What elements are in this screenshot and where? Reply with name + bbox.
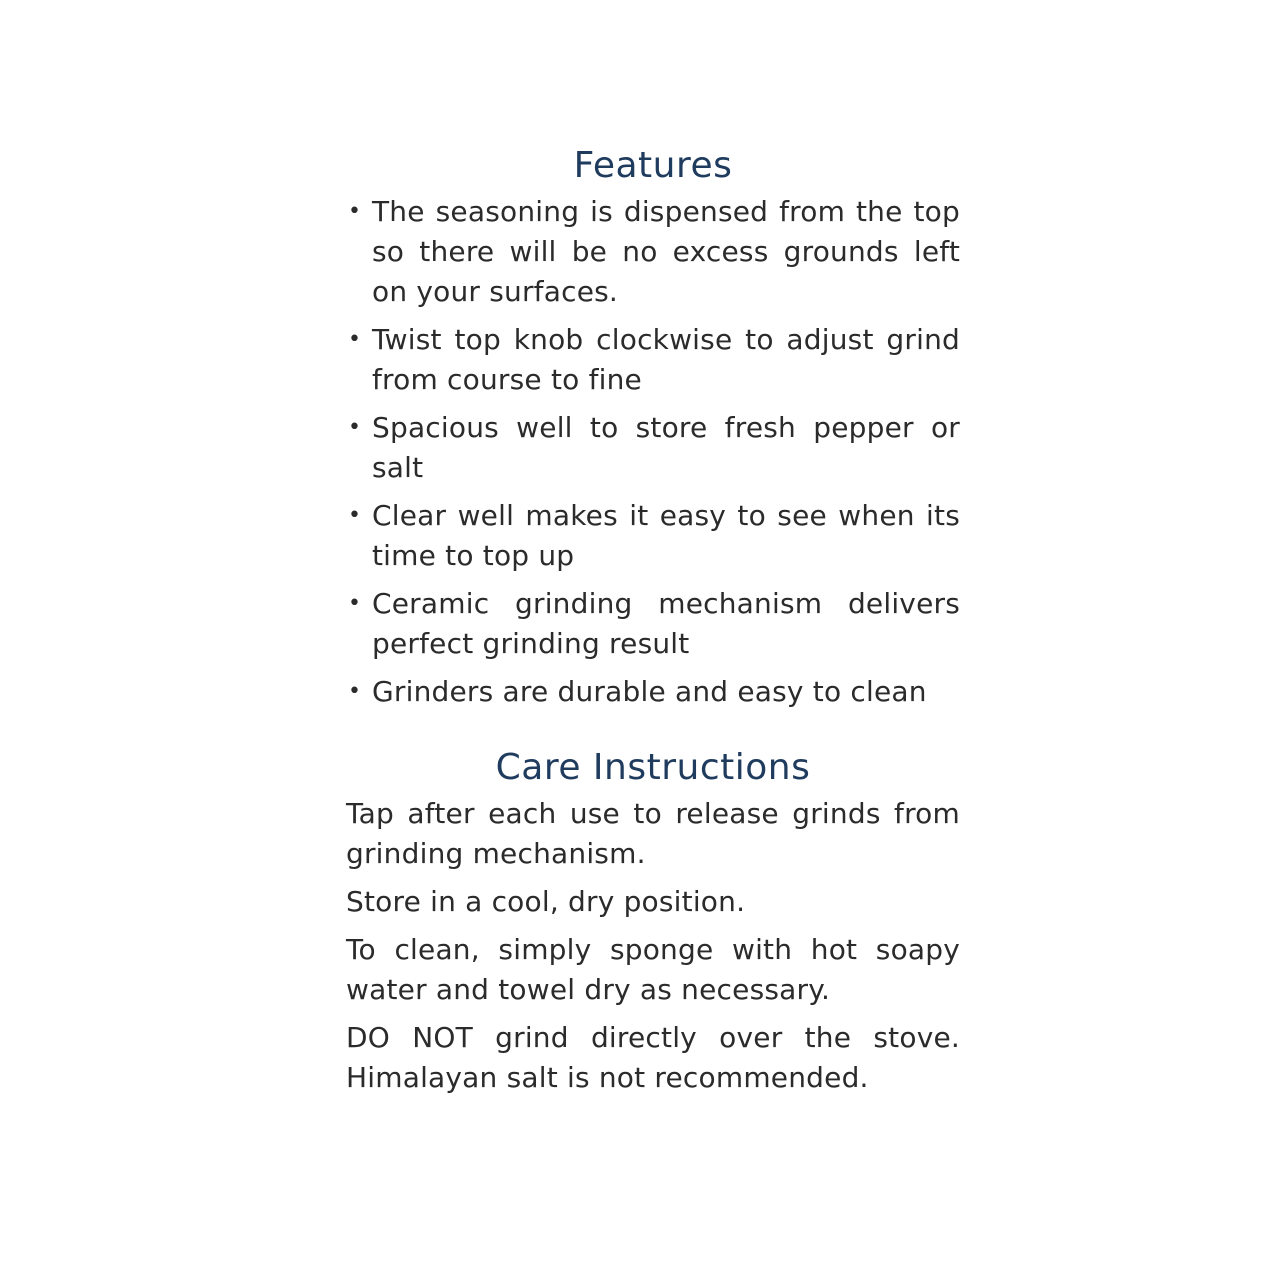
feature-item: [346, 672, 960, 712]
care-paragraph: Tap after each use to release grinds from grinding mechanism.: [346, 797, 960, 870]
bullet-dot-icon: •: [348, 679, 362, 704]
feature-text: Twist top knob clockwise to adjust grind from course to fine: [372, 323, 960, 396]
feature-item: [346, 584, 960, 664]
feature-item: [346, 408, 960, 488]
bullet-dot-icon: •: [348, 591, 362, 616]
bullet-dot-icon: •: [348, 199, 362, 224]
bullet-dot-icon: •: [348, 503, 362, 528]
feature-text: Clear well makes it easy to see when its time to top up: [372, 499, 960, 572]
care-paragraph: DO NOT grind directly over the stove. Himalayan salt is not recommended.: [346, 1021, 960, 1094]
feature-item: [346, 192, 960, 312]
care-paragraph: To clean, simply sponge with hot soapy water and towel dry as necessary.: [346, 933, 960, 1006]
feature-text: Grinders are durable and easy to clean: [372, 675, 927, 708]
features-heading: Features: [573, 145, 733, 186]
bullet-dot-icon: •: [348, 415, 362, 440]
feature-item: [346, 320, 960, 400]
care-instructions-heading: Care Instructions: [495, 747, 811, 788]
bullet-dot-icon: •: [348, 327, 362, 352]
product-info-card: [346, 140, 960, 1106]
feature-text: Spacious well to store fresh pepper or salt: [372, 411, 960, 484]
features-list: [346, 192, 960, 712]
feature-text: The seasoning is dispensed from the top so there will be no excess grounds left on your surfaces.: [372, 195, 960, 308]
care-paragraph: Store in a cool, dry position.: [346, 885, 746, 918]
feature-item: [346, 496, 960, 576]
feature-text: Ceramic grinding mechanism delivers perfect grinding result: [372, 587, 960, 660]
care-instructions-body: [346, 794, 960, 1098]
